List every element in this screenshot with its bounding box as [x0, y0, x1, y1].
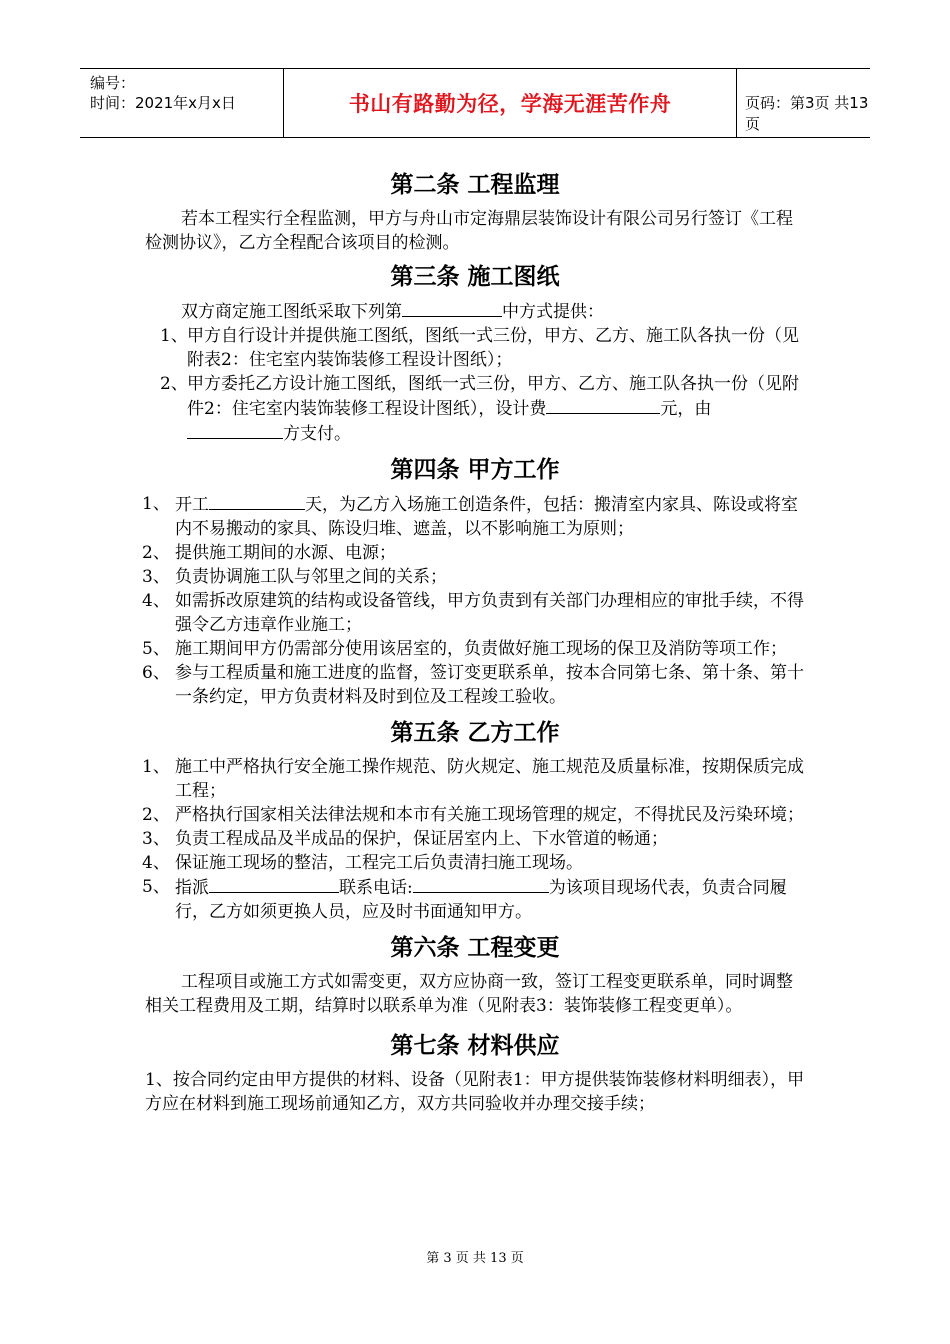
page-footer: 第 3 页 共 13 页 — [426, 1251, 524, 1266]
item-text: 施工中严格执行安全施工操作规范、防火规定、施工规范及质量标准，按期保质完成工程； — [175, 757, 804, 801]
fill-blank — [187, 421, 283, 439]
item-number: 3、 — [142, 829, 170, 849]
article-5-title: 第五条 乙方工作 — [390, 720, 560, 746]
article-3-intro-before: 双方商定施工图纸采取下列第 — [181, 302, 402, 322]
item-text-b: 元，由 — [660, 399, 712, 419]
item-number: 5、 — [142, 877, 170, 897]
fill-blank — [646, 396, 660, 414]
article-7-title: 第七条 材料供应 — [390, 1033, 560, 1059]
header-page-label: 页码：第3页 共13页 — [745, 94, 869, 133]
item-number: 1、 — [142, 757, 170, 777]
list-item — [142, 637, 805, 661]
fill-blank — [209, 492, 305, 510]
list-item — [142, 827, 805, 851]
item-number: 1、 — [160, 326, 188, 346]
item-text: 严格执行国家相关法律法规和本市有关施工现场管理的规定，不得扰民及污染环境； — [175, 805, 804, 825]
fill-blank — [402, 299, 502, 317]
document-date: 时间：2021年x月x日 — [90, 94, 236, 112]
item-text: 施工期间甲方仍需部分使用该居室的，负责做好施工现场的保卫及消防等项工作； — [175, 639, 787, 659]
list-item — [142, 492, 805, 541]
item-text-a: 指派 — [175, 878, 209, 898]
item-text: 保证施工现场的整洁，工程完工后负责清扫施工现场。 — [175, 853, 583, 873]
item-number: 2、 — [160, 374, 188, 394]
item-number: 5、 — [142, 639, 170, 659]
article-6-title: 第六条 工程变更 — [390, 935, 560, 961]
item-text: 参与工程质量和施工进度的监督，签订变更联系单，按本合同第七条、第十条、第十一条约定，甲方负责材料及时到位及工程竣工验收。 — [175, 663, 804, 707]
list-item — [142, 803, 805, 827]
item-number: 4、 — [142, 591, 170, 611]
item-text-b: 联系电话: — [339, 878, 413, 898]
header-motto-cell — [283, 69, 737, 137]
article-7-text: 1、按合同约定由甲方提供的材料、设备（见附表1：甲方提供装饰装修材料明细表），甲方应在材料到施工现场前通知乙方，双方共同验收并办理交接手续； — [145, 1070, 805, 1114]
list-item — [142, 541, 805, 565]
item-number: 3、 — [142, 567, 170, 587]
item-text-c: 方支付。 — [283, 424, 351, 444]
article-2-title: 第二条 工程监理 — [390, 172, 560, 198]
article-3-intro — [145, 299, 805, 324]
article-4-list — [142, 492, 805, 709]
article-6-text: 工程项目或施工方式如需变更，双方应协商一致，签订工程变更联系单，同时调整相关工程费用及工期，结算时以联系单为准（见附表3：装饰装修工程变更单）。 — [145, 972, 793, 1016]
item-text-a: 甲方委托乙方设计施工图纸，图纸一式三份，甲方、乙方、施工队各执一份（见附件2：住宅室内装饰装修工程设计图纸），设计费 — [187, 374, 799, 419]
article-3-item-1 — [145, 324, 805, 372]
article-3-intro-after: 中方式提供： — [502, 302, 604, 322]
fill-blank — [413, 875, 549, 893]
list-item — [142, 851, 805, 875]
list-item — [142, 589, 805, 637]
item-text-a: 开工 — [175, 495, 209, 515]
article-2-text: 若本工程实行全程监测，甲方与舟山市定海鼎层装饰设计有限公司另行签订《工程检测协议》，乙方全程配合该项目的检测。 — [145, 209, 793, 253]
item-number: 1、 — [142, 494, 170, 514]
item-number: 2、 — [142, 543, 170, 563]
header-motto: 书山有路勤为径，学海无涯苦作舟 — [348, 92, 672, 116]
fill-blank — [209, 875, 339, 893]
document-body — [142, 165, 805, 1116]
item-number: 6、 — [142, 663, 170, 683]
item-text-b: 天，为乙方入场施工创造条件，包括：搬清室内家具、陈设或将室内不易搬动的家具、陈设归堆、遮盖，以不影响施工为原则； — [175, 495, 798, 539]
item-text: 甲方自行设计并提供施工图纸，图纸一式三份，甲方、乙方、施工队各执一份（见附表2：住宅室内装饰装修工程设计图纸）； — [187, 326, 799, 370]
document-number-label: 编号： — [90, 74, 136, 92]
list-item — [142, 875, 805, 924]
page-header — [80, 68, 870, 138]
item-text: 提供施工期间的水源、电源； — [175, 543, 396, 563]
list-item — [142, 661, 805, 709]
list-item — [142, 565, 805, 589]
article-4-title: 第四条 甲方工作 — [390, 457, 560, 483]
fill-blank — [546, 396, 646, 414]
article-5-list — [142, 755, 805, 924]
item-text: 如需拆改原建筑的结构或设备管线，甲方负责到有关部门办理相应的审批手续，不得强令乙方违章作业施工； — [175, 591, 804, 635]
item-text: 负责工程成品及半成品的保护，保证居室内上、下水管道的畅通； — [175, 829, 668, 849]
header-left — [90, 73, 236, 113]
list-item — [142, 755, 805, 803]
article-3-title: 第三条 施工图纸 — [390, 264, 560, 290]
item-number: 4、 — [142, 853, 170, 873]
item-text: 负责协调施工队与邻里之间的关系； — [175, 567, 447, 587]
item-number: 2、 — [142, 805, 170, 825]
article-3-item-2 — [145, 372, 805, 446]
item-text-c: 为该项目现场代表，负责合同履行，乙方如须更换人员，应及时书面通知甲方。 — [175, 878, 787, 922]
